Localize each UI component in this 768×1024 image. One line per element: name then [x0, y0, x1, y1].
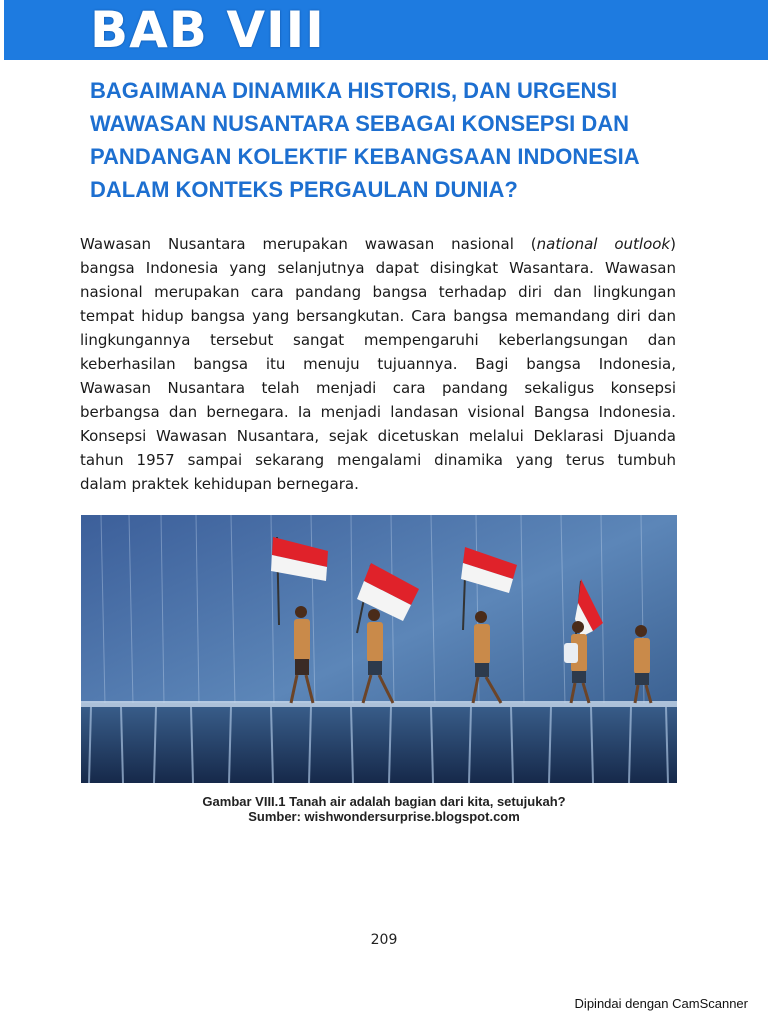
heading-line: DALAM KONTEKS PERGAULAN DUNIA? — [90, 177, 518, 202]
caption-title: Gambar VIII.1 Tanah air adalah bagian dari kita, setujukah? — [202, 794, 566, 809]
body-line: bangsa Indonesia yang selanjutnya dapat disingkat Wasantara. Wawasan — [80, 259, 676, 277]
body-line: lingkungannya tersebut sangat mempengaruhi keberlangsungan dan — [80, 331, 676, 349]
body-line: dalam praktek kehidupan bernegara. — [80, 475, 359, 493]
heading-line: BAGAIMANA DINAMIKA HISTORIS, DAN URGENSI — [90, 78, 618, 103]
dam-ledge — [81, 703, 677, 783]
scanner-watermark: Dipindai dengan CamScanner — [574, 996, 748, 1011]
body-line: berbangsa dan bernegara. Ia menjadi landasan visional Bangsa Indonesia. — [80, 403, 676, 421]
chapter-title: BAB VIII — [90, 1, 325, 59]
italic-term: national outlook — [536, 235, 671, 253]
body-line: tahun 1957 sampai sekarang mengalami dinamika yang terus tumbuh — [80, 451, 676, 469]
body-line: Konsepsi Wawasan Nusantara, sejak dicetuskan melalui Deklarasi Djuanda — [80, 427, 676, 445]
page-number: 209 — [370, 932, 398, 948]
body-line: tempat hidup bangsa yang bersangkutan. Cara bangsa memandang diri dan — [80, 307, 676, 325]
heading-line: PANDANGAN KOLEKTIF KEBANGSAAN INDONESIA — [90, 144, 640, 169]
section-heading — [90, 74, 650, 206]
body-line: Wawasan Nusantara telah menjadi cara pandang sekaligus konsepsi — [80, 379, 676, 397]
body-line: Wawasan Nusantara merupakan wawasan nasional (national outlook) — [80, 235, 676, 253]
body-line: keberhasilan bangsa itu menuju tujuannya. Bagi bangsa Indonesia, — [80, 355, 676, 373]
figure-caption — [0, 794, 768, 824]
body-line: nasional merupakan cara pandang bangsa terhadap diri dan lingkungan — [80, 283, 676, 301]
caption-source: Sumber: wishwondersurprise.blogspot.com — [248, 809, 520, 824]
figure-photo — [81, 515, 677, 783]
heading-line: WAWASAN NUSANTARA SEBAGAI KONSEPSI DAN — [90, 111, 630, 136]
body-paragraph — [80, 232, 676, 496]
